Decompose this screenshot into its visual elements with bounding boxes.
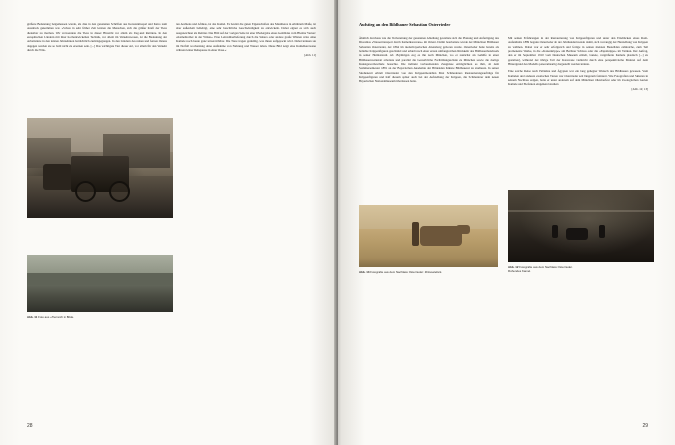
left-column-1 bbox=[27, 22, 167, 58]
caption-abb-11 bbox=[27, 315, 173, 319]
photo-ox-cart-village bbox=[27, 118, 173, 218]
caption-abb-12 bbox=[508, 265, 654, 273]
folio-right: 29 bbox=[642, 423, 648, 429]
left-page bbox=[0, 0, 337, 445]
right-col2-ref: [Abb. 12; 13] bbox=[631, 87, 648, 92]
caption-abb-12-label: Abb. 12 bbox=[508, 264, 519, 269]
right-col2-text: Mit seinen Erfahrungen in der Restaurierung von Krippenfiguren und unter den Eindrücken eines Rom-Aufenthalts 1889 begann Osterrieder ab der Jahrhundertwende damit, sich vorrangig der Herstellung von Krippen zu widmen. Dabei war er sehr erfolgreich und fertige in seinen meisten Bestellden zahlreiche, zum Teil promenente Werke, in die »Kaiserkrippe« am Berliner Schloss oder die »Papstkrippe« im Vatikan. Der Aufrag, den er im September 1910 vom Deutschen Museum erhielt, lautete, vergrößerte Kamele plastisch [...] zu gestalten], während der übrige Teil der Karawane vielleicht durch eine perspektivische Malerei auf dem Hintergrund des Modells panoramaartig dargestellt werden könnte. bbox=[508, 36, 648, 66]
left-page-columns bbox=[27, 22, 316, 58]
figure-abb-11 bbox=[27, 118, 173, 218]
right-page-columns bbox=[359, 36, 648, 92]
right-column-1 bbox=[359, 36, 499, 92]
left-col1-text: größere Bedeutung beigemessen wurde, als dies in den genannten Schriften aus Konstantinopel und Kairo zum Ausdruck gekommen war. »Schon in sehr früher Zeit lernten die Menschen, sich die größer Kraft der Tiere dienstbar zu machen. Wir verwendete die Tiere in dieser Hinsicht vor allem als Zug-und Reittiere. In den europäischen Ländern mit ihrer hochentwickelten Technik, vor allem im Verkehrswesen, ist die Bedeutung der Arbeitstiere in den letzten Jahrzehnten beträchtlich zurückgegangen. In den Ländern des nahen und fernen Ostens dagegen werden sie so bald nicht zu ersetzen sein. [...] Das wichtigste Tier dieser Art, vor allem für den Verkehr durch die Wüs- bbox=[27, 22, 167, 52]
caption-abb-13 bbox=[359, 270, 498, 274]
caption-abb-11-text: Foto aus »Tierreich in Bilde. bbox=[38, 314, 74, 319]
caption-abb-12-sub: Ruhendes Kamel. bbox=[508, 268, 531, 273]
caption-abb-11-label: Abb. 11 bbox=[27, 314, 38, 319]
left-column-2 bbox=[176, 22, 316, 58]
photo-resting-camel-dark bbox=[508, 190, 654, 262]
caption-abb-12-text: Fotografie aus dem Nachlass Osterrieder. bbox=[519, 264, 573, 269]
photo-man-with-animal-ochre bbox=[359, 205, 498, 267]
caption-abb-13-sub: Osterrieder: Zirkuselefant. bbox=[408, 269, 443, 274]
right-col1-text: Ähnlich durchaus wie die Vorbereitung der genannten Abteilung gestaltete sich die Planung und Anfertigung des Dioramas »Wassertransport durch Kamelkarawane« im Orient. Damit bearbeitete wurde der Münchner Bildhauer Sebastian Osterrieder, der 1864 im niederbayerischen Abensberg geboren wurde. Osterrieder hatte bereits als beliebte Krippenfiguren geschnitzt und erhielt nach einer ersten umfangreichen Rückkehr des Bildhauerhandwerk in seiner Heimatstadt. Ab 18-jährigen zog es ihn nach München, wo er zunächst als Gehilfe in einer Bildhauerwerkstatt arbeitete und parallel die Gewerbliche Fortbildungsschule zu München sowie die dortige Kunstgewerbeschule besuchte. Die indirekt vorbereitenden Zeugnisse ermöglichten es ihm, ab dem Sommersemester 1881 an der Bayerischen Akademie der Bildenden Künste Bildhauerei zu studieren. In seiner Studienzeit erhielt Osterrieder von den Krippenmodellen Max Schmederers Restaurierungsaufträge für Krippenfiguren und half diesem später auch bei der Aufstellung der Krippen, die Schmederer dem neuen Bayerischen Nationalmuseum überlassen hatte. bbox=[359, 36, 499, 84]
left-col2-ref: [Abb. 11] bbox=[304, 53, 316, 58]
right-col2-text-b: Eine solche Reise nach Palästina und Ägypten war ein lang gehegter Wunsch des Bildhauers gewesen. Vom Kamelen und anderen exotischen Tieren war Osterrieder seit längerem faziniert. Wie Fotografien und Skizzen in seinem Nachlass zeigen, hatte er unter anderem auf dem Münchner Oktoberfest oder im Zoologischen Garten Kamele und Elefanten eingehend studiert. bbox=[508, 69, 648, 87]
figure-abb-13 bbox=[359, 205, 498, 274]
photo-landscape-plain bbox=[27, 255, 173, 312]
section-title: Aufstieg an den Bildhauer Sebastian Osterrieder bbox=[359, 22, 451, 27]
right-page bbox=[338, 0, 675, 445]
right-page-heading-block bbox=[359, 22, 648, 31]
caption-abb-13-text: Fotografie aus dem Nachlass bbox=[370, 269, 408, 274]
caption-abb-13-label: Abb. 13 bbox=[359, 269, 370, 274]
figure-abb-12 bbox=[508, 190, 654, 273]
left-col2-text: ten Arabiens und Afrikas, ist das Kamel. Es besitzt die guten Eigenschaften des Maultieres in erhöhtem Maße, ist aber außerdem beliebigt, eine sehr beachtliche Geschwindigkeit zu entwickeln. Dabei eignet es sich auch ausgezeichnet als Reittier. Das Bild auf der vorigen Seite ist eine Wiedergabe eines Gemäldes vom Hlemar Verner: »Kameltreiber in der Wüste«. Eine Leinwüberlieferung durch die Sahara oder andere große Wüsten wäre ohne Kamele noch heute ganz unverzichtbar. Die Tiere tragen geduldig, was ihnen aufgepackt wird. Dabei können sie im Notfall wochenlang ohne Aufnahme von Nahrung und Wasser leben. Diese Bild zeigt eine Kamelkarawane während einer Rehepause in einer Oase.« bbox=[176, 22, 316, 52]
folio-left: 28 bbox=[27, 423, 33, 429]
figure-abb-11-lower bbox=[27, 255, 173, 319]
right-column-2 bbox=[508, 36, 648, 92]
